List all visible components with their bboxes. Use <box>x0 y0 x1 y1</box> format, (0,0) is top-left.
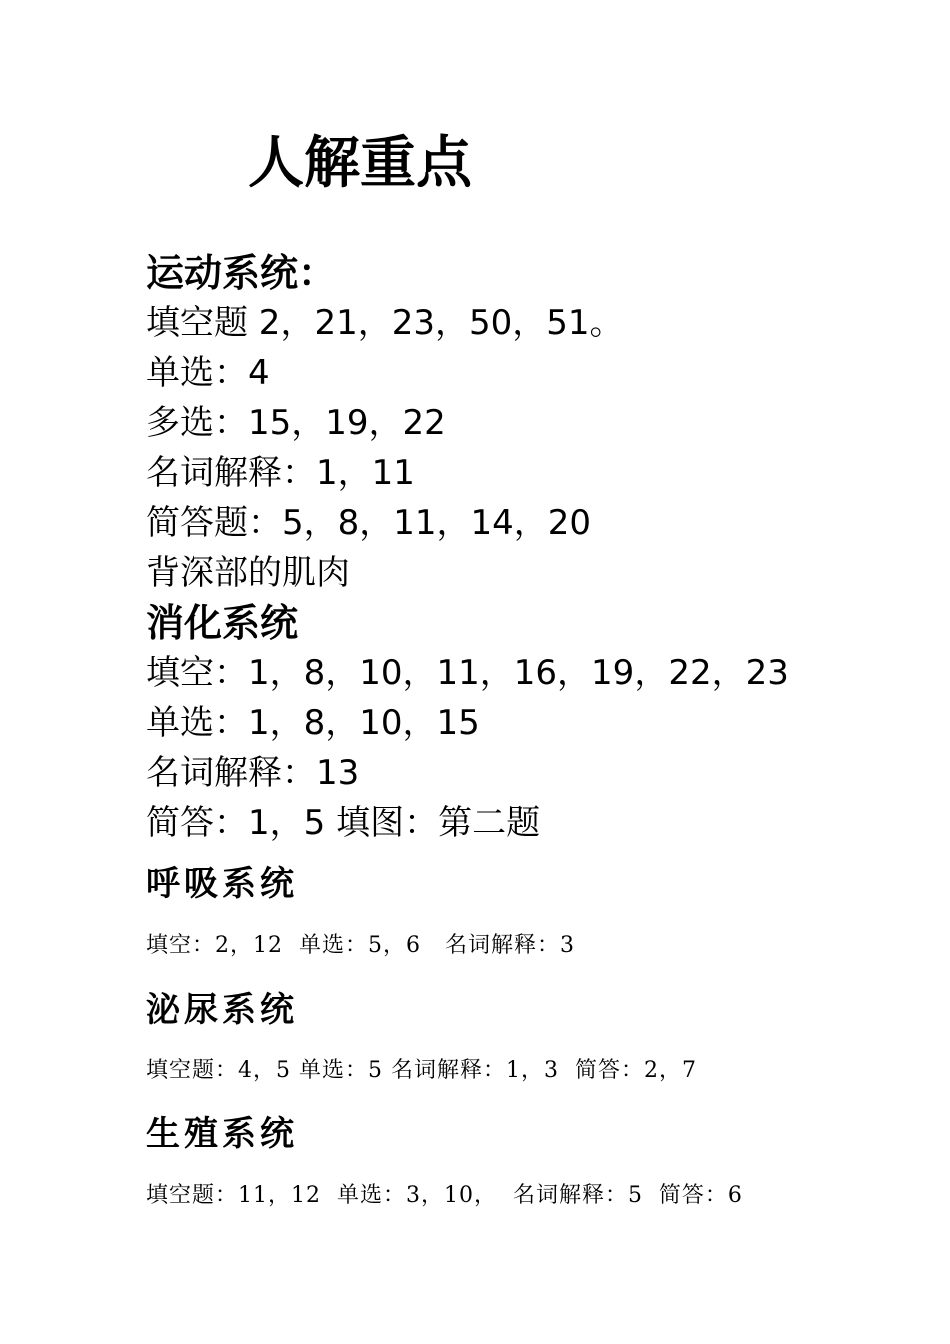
section-line: 填空：1，8，10，11，16，19，22，23 <box>146 653 789 693</box>
section-heading-digestive-system: 消化系统 <box>146 600 299 645</box>
section-heading-urinary-system: 泌尿系统 <box>146 990 298 1030</box>
section-heading-reproductive-system: 生殖系统 <box>146 1114 298 1154</box>
section-block-main <box>146 248 789 848</box>
section-line: 填空题：11，12 单选：3，10， 名词解释：5 简答：6 <box>146 1183 743 1208</box>
section-line: 单选：4 <box>146 353 270 393</box>
section-heading-respiratory-system: 呼吸系统 <box>146 864 298 904</box>
section-line: 填空题：4，5 单选：5 名词解释：1，3 简答：2，7 <box>146 1058 697 1083</box>
section-line: 填空题 2，21，23，50，51。 <box>146 303 624 343</box>
section-line: 多选：15，19，22 <box>146 403 446 443</box>
section-line: 填空：2，12 单选：5，6 名词解释：3 <box>146 933 575 958</box>
section-heading-motor-system: 运动系统： <box>146 250 337 295</box>
section-line: 简答题：5，8，11，14，20 <box>146 503 592 543</box>
document-title: 人解重点 <box>248 130 472 196</box>
section-line: 名词解释：1，11 <box>146 453 415 493</box>
section-line: 背深部的肌肉 <box>146 553 350 593</box>
section-line: 名词解释：13 <box>146 753 360 793</box>
section-line: 单选：1，8，10，15 <box>146 703 480 743</box>
section-line: 简答：1，5 填图：第二题 <box>146 803 541 843</box>
